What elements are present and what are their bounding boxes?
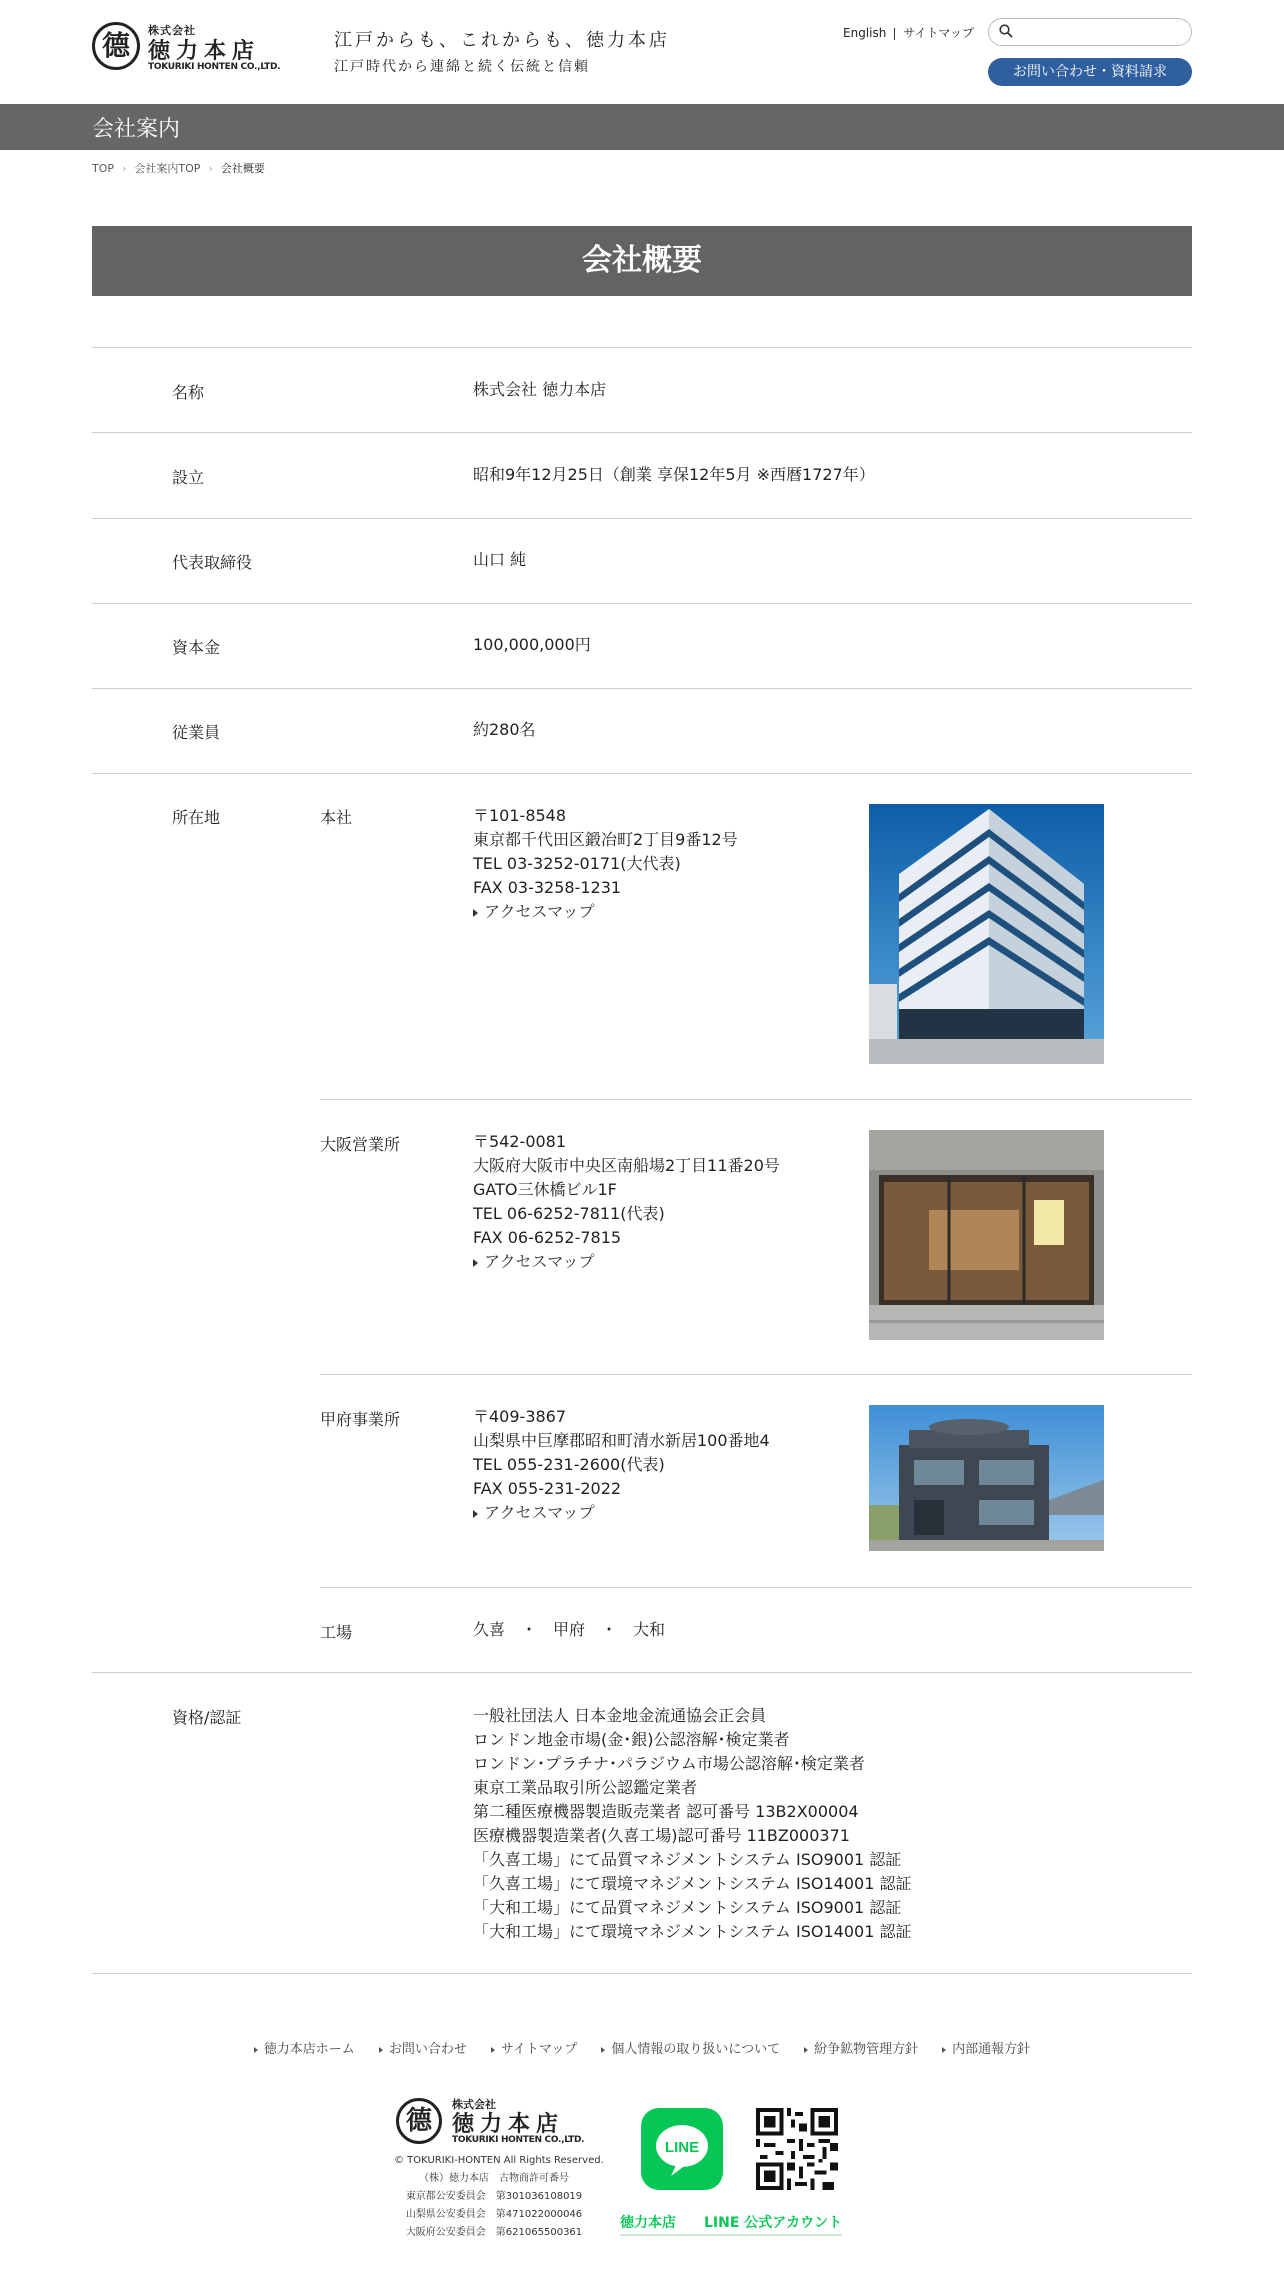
address-line: TEL 055-231-2600(代表) <box>473 1455 665 1474</box>
certification-list <box>473 1704 911 1944</box>
company-logo[interactable] <box>92 22 282 78</box>
factory-list: 久喜 ・ 甲府 ・ 大和 <box>473 1620 666 1639</box>
kofu-facility-photo <box>869 1405 1104 1551</box>
certification-item: ロンドン･プラチナ･パラジウム市場公認溶解･検定業者 <box>473 1754 865 1773</box>
address-line: 東京都千代田区鍛冶町2丁目9番12号 <box>473 830 738 849</box>
logo-name: 徳力本店 <box>452 2111 565 2137</box>
row-divider <box>92 432 1192 433</box>
logo-kabushiki: 株式会社 <box>148 24 196 37</box>
section-bar <box>0 104 1284 150</box>
row-label-locations: 所在地 <box>172 808 221 827</box>
row-label-employees: 従業員 <box>172 723 221 742</box>
row-value-founded: 昭和9年12月25日（創業 享保12年5月 ※西暦1727年） <box>473 465 875 484</box>
address-line: 大阪府大阪市中央区南船場2丁目11番20号 <box>473 1156 780 1175</box>
row-label-certifications: 資格/認証 <box>172 1708 242 1727</box>
certification-item: 「大和工場」にて環境マネジメントシステム ISO14001 認証 <box>473 1922 912 1941</box>
logo-name-en: TOKURIKI HONTEN CO.,LTD. <box>452 2135 585 2145</box>
svg-text:LINE: LINE <box>664 2139 700 2156</box>
footer-legal <box>394 2152 604 2242</box>
breadcrumb-chevron-icon: › <box>122 162 127 175</box>
sitemap-link[interactable]: サイトマップ <box>903 26 975 40</box>
section-title: 会社案内 <box>92 117 181 142</box>
footer-logo[interactable] <box>396 2096 596 2152</box>
certification-item: 第二種医療機器製造販売業者 認可番号 13B2X00004 <box>473 1802 859 1821</box>
certification-item: 「久喜工場」にて環境マネジメントシステム ISO14001 認証 <box>473 1874 912 1893</box>
address-line: GATO三休橋ビル1F <box>473 1180 617 1199</box>
row-label-name: 名称 <box>172 383 205 402</box>
logo-name: 徳力本店 <box>148 38 261 64</box>
location-name-osaka: 大阪営業所 <box>320 1135 401 1154</box>
row-divider <box>92 773 1192 774</box>
certification-item: 「久喜工場」にて品質マネジメントシステム ISO9001 認証 <box>473 1850 902 1869</box>
address-line: 〒409-3867 <box>473 1407 567 1426</box>
footer-link-sitemap[interactable]: サイトマップ <box>491 2042 578 2057</box>
location-name-factory: 工場 <box>320 1623 353 1642</box>
access-map-link-osaka[interactable]: アクセスマップ <box>473 1250 780 1274</box>
copyright: © TOKURIKI-HONTEN All Rights Reserved. <box>394 2155 604 2166</box>
row-divider <box>92 347 1192 348</box>
license-line: 山梨県公安委員会 第471022000046 <box>405 2209 583 2220</box>
contact-button[interactable]: お問い合わせ・資料請求 <box>988 58 1192 86</box>
breadcrumb-chevron-icon: › <box>208 162 213 175</box>
location-name-kofu: 甲府事業所 <box>320 1410 401 1429</box>
search-box[interactable] <box>988 18 1192 46</box>
certification-item: 医療機器製造業者(久喜工場)認可番号 11BZ000371 <box>473 1826 850 1845</box>
footer-link-home[interactable]: 徳力本店ホーム <box>254 2042 355 2057</box>
row-value-employees: 約280名 <box>473 720 536 739</box>
location-address-hq <box>473 804 738 924</box>
line-official-account-label[interactable]: 徳力本店 LINE 公式アカウント <box>620 2212 842 2236</box>
tagline-main: 江戸からも、これからも、徳力本店 <box>334 30 670 51</box>
row-value-capital: 100,000,000円 <box>473 635 591 654</box>
certification-item: 一般社団法人 日本金地金流通協会正会員 <box>473 1706 767 1725</box>
line-bubble-icon <box>641 2108 723 2190</box>
breadcrumb-current: 会社概要 <box>220 162 265 175</box>
row-divider <box>92 603 1192 604</box>
address-line: FAX 03-3258-1231 <box>473 878 622 897</box>
tagline-sub: 江戸時代から連綿と続く伝統と信頼 <box>334 59 590 75</box>
search-icon[interactable] <box>999 24 1013 38</box>
logo-seal-icon: 德 <box>92 22 140 70</box>
line-app-icon[interactable] <box>641 2108 723 2190</box>
row-divider <box>320 1374 1192 1375</box>
line-qr-code <box>756 2108 838 2190</box>
top-links <box>843 24 974 41</box>
hq-building-photo <box>869 804 1104 1064</box>
address-line: 〒101-8548 <box>473 806 567 825</box>
row-divider <box>92 1672 1192 1673</box>
search-input[interactable] <box>1021 22 1185 44</box>
english-link[interactable]: English <box>843 26 887 40</box>
breadcrumb-company[interactable]: 会社案内TOP <box>134 162 201 175</box>
row-value-ceo: 山口 純 <box>473 550 527 569</box>
row-value-name: 株式会社 徳力本店 <box>473 380 607 399</box>
access-map-link-hq[interactable]: アクセスマップ <box>473 900 738 924</box>
address-line: 〒542-0081 <box>473 1132 567 1151</box>
link-divider <box>894 28 895 40</box>
breadcrumb-top[interactable]: TOP <box>92 162 115 175</box>
location-address-osaka <box>473 1130 780 1274</box>
certification-item: ロンドン地金市場(金･銀)公認溶解･検定業者 <box>473 1730 790 1749</box>
license-line: 東京都公安委員会 第301036108019 <box>405 2191 583 2202</box>
access-map-link-kofu[interactable]: アクセスマップ <box>473 1501 770 1525</box>
location-address-kofu <box>473 1405 770 1525</box>
footer-link-conflict-minerals[interactable]: 紛争鉱物管理方針 <box>804 2042 918 2057</box>
row-divider <box>92 518 1192 519</box>
row-divider <box>320 1587 1192 1588</box>
footer-link-whistleblowing[interactable]: 内部通報方針 <box>942 2042 1030 2057</box>
address-line: FAX 06-6252-7815 <box>473 1228 622 1247</box>
row-divider <box>92 1973 1192 1974</box>
row-label-founded: 設立 <box>172 468 205 487</box>
address-line: FAX 055-231-2022 <box>473 1479 622 1498</box>
logo-name-en: TOKURIKI HONTEN CO.,LTD. <box>148 62 281 72</box>
page-title: 会社概要 <box>92 226 1192 296</box>
footer-link-contact[interactable]: お問い合わせ <box>379 2042 467 2057</box>
license-line: 大阪府公安委員会 第621065500361 <box>405 2227 583 2238</box>
logo-kabushiki: 株式会社 <box>452 2098 496 2111</box>
certification-item: 「大和工場」にて品質マネジメントシステム ISO9001 認証 <box>473 1898 902 1917</box>
footer-link-privacy[interactable]: 個人情報の取り扱いについて <box>601 2042 780 2057</box>
license-title: （株）徳力本店 古物商許可番号 <box>419 2173 569 2184</box>
address-line: TEL 06-6252-7811(代表) <box>473 1204 665 1223</box>
location-name-hq: 本社 <box>320 808 353 827</box>
breadcrumb <box>92 160 265 176</box>
osaka-office-photo <box>869 1130 1104 1340</box>
row-label-capital: 資本金 <box>172 638 221 657</box>
certification-item: 東京工業品取引所公認鑑定業者 <box>473 1778 698 1797</box>
address-line: 山梨県中巨摩郡昭和町清水新居100番地4 <box>473 1431 770 1450</box>
address-line: TEL 03-3252-0171(大代表) <box>473 854 681 873</box>
row-divider <box>92 688 1192 689</box>
logo-seal-icon: 德 <box>396 2098 442 2144</box>
row-label-ceo: 代表取締役 <box>172 553 253 572</box>
row-divider <box>320 1099 1192 1100</box>
footer-nav <box>0 2038 1284 2057</box>
